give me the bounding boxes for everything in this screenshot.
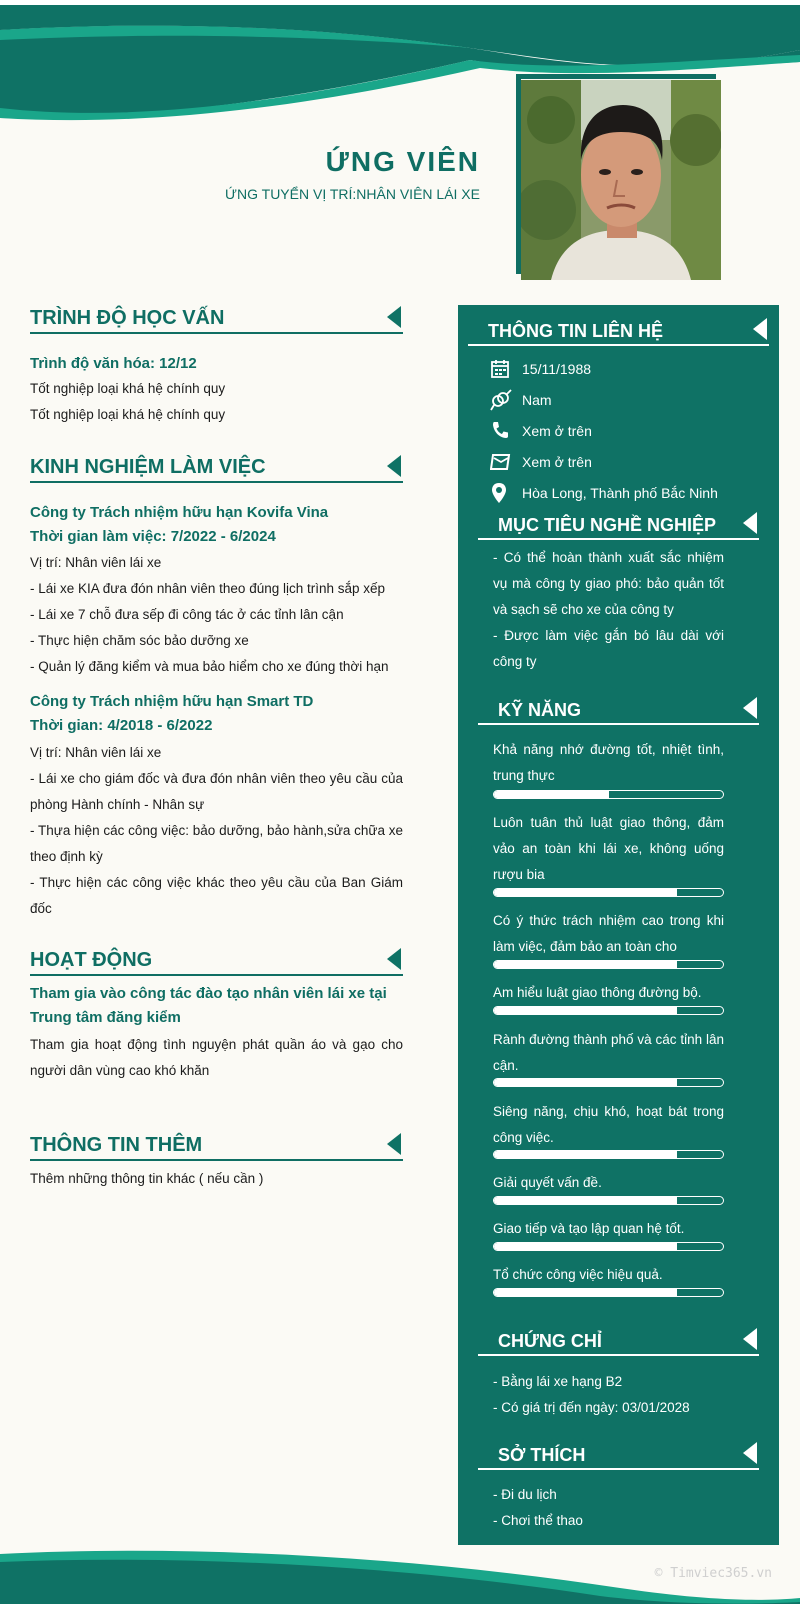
job-period: Thời gian: 4/2018 - 6/2022: [30, 717, 213, 734]
skill-progress-bar: [493, 790, 724, 799]
job-line: - Quản lý đăng kiểm và mua bảo hiểm cho xe đúng thời hạn: [30, 659, 389, 674]
education-line: Tốt nghiệp loại khá hệ chính quy: [30, 407, 226, 422]
envelope-icon: [490, 451, 512, 473]
skill-label: Giao tiếp và tạo lập quan hệ tốt.: [493, 1221, 685, 1236]
contact-birthday: 15/11/1988: [490, 356, 760, 382]
skills-title: KỸ NĂNG: [498, 700, 582, 720]
skill-progress-fill: [494, 961, 677, 968]
skill-progress-fill: [494, 1197, 677, 1204]
education-section-header: [30, 306, 403, 334]
section-marker-icon: [743, 1328, 757, 1350]
certificates-title: CHỨNG CHỈ: [498, 1331, 602, 1351]
objective-title: MỤC TIÊU NGHỀ NGHIỆP: [498, 515, 717, 535]
skill-label: Am hiểu luật giao thông đường bộ.: [493, 985, 702, 1000]
contact-email: Xem ở trên: [490, 449, 760, 475]
gender-icon: [490, 389, 512, 411]
experience-section-header: [30, 455, 403, 483]
education-title: TRÌNH ĐỘ HỌC VẤN: [30, 307, 225, 329]
skill-progress-fill: [494, 1007, 677, 1014]
skill-progress-bar: [493, 1078, 724, 1087]
activity-text: Tham gia hoạt động tình nguyện phát quần áo và gạo cho người dân vùng cao khó khăn: [30, 1037, 403, 1078]
job-line: - Thựa hiện các công việc: bảo dưỡng, bảo hành,sửa chữa xe theo định kỳ: [30, 823, 403, 864]
job-line: - Thực hiện các công việc khác theo yêu cầu của Ban Giám đốc: [30, 875, 403, 916]
activities-section-header: [30, 948, 403, 976]
contact-section-header: [468, 318, 769, 346]
map-pin-icon: [490, 482, 512, 504]
experience-title: KINH NGHIỆM LÀM VIỆC: [30, 456, 266, 478]
certificate-line: - Bằng lái xe hạng B2: [493, 1374, 623, 1389]
contact-gender: Nam: [490, 387, 760, 413]
job-line: - Thực hiện chăm sóc bảo dưỡng xe: [30, 633, 249, 648]
contact-phone: Xem ở trên: [490, 418, 760, 444]
skill-progress-fill: [494, 889, 677, 896]
extra-title: THÔNG TIN THÊM: [30, 1134, 203, 1156]
job-line: Vị trí: Nhân viên lái xe: [30, 555, 162, 570]
skill-label: Siêng năng, chịu khó, hoạt bát trong công việc.: [493, 1104, 724, 1145]
footer-copyright: © Timviec365.vn: [654, 1566, 772, 1581]
certificates-section-header: [478, 1328, 759, 1356]
hobby-line: - Đi du lịch: [493, 1487, 557, 1502]
avatar: [521, 80, 721, 280]
objective-section-header: [478, 512, 759, 540]
calendar-icon: [490, 358, 512, 380]
skill-progress-bar: [493, 1196, 724, 1205]
skill-progress-bar: [493, 1150, 724, 1159]
section-marker-icon: [387, 306, 401, 328]
phone-icon: [490, 420, 512, 442]
extra-text: Thêm những thông tin khác ( nếu cần ): [30, 1171, 264, 1186]
job-line: Vị trí: Nhân viên lái xe: [30, 745, 162, 760]
skill-progress-bar: [493, 960, 724, 969]
contact-title: THÔNG TIN LIÊN HỆ: [488, 321, 663, 341]
candidate-position: ỨNG TUYỂN VỊ TRÍ:NHÂN VIÊN LÁI XE: [225, 186, 480, 202]
hobbies-title: SỞ THÍCH: [498, 1445, 586, 1465]
job-company: Công ty Trách nhiệm hữu hạn Kovifa Vina: [30, 504, 329, 521]
job-line: - Lái xe KIA đưa đón nhân viên theo đúng lịch trình sắp xếp: [30, 581, 386, 596]
job-line: - Lái xe cho giám đốc và đưa đón nhân viên theo yêu cầu của phòng Hành chính - Nhân sự: [30, 771, 403, 812]
skill-label: Có ý thức trách nhiệm cao trong khi làm việc, đảm bảo an toàn cho: [493, 913, 724, 954]
skill-progress-fill: [494, 1243, 677, 1250]
section-marker-icon: [387, 455, 401, 477]
activities-title: HOẠT ĐỘNG: [30, 949, 153, 971]
activity-heading: Tham gia vào công tác đào tạo nhân viên lái xe tại Trung tâm đăng kiểm: [30, 985, 387, 1026]
objective-line: - Được làm việc gắn bó lâu dài với công ty: [493, 628, 724, 669]
section-marker-icon: [387, 948, 401, 970]
job-period: Thời gian làm việc: 7/2022 - 6/2024: [30, 528, 276, 545]
skill-label: Giải quyết vấn đề.: [493, 1175, 602, 1190]
section-marker-icon: [743, 1442, 757, 1464]
skill-label: Luôn tuân thủ luật giao thông, đảm vảo an toàn khi lái xe, không uống rượu bia: [493, 815, 724, 882]
education-line: Tốt nghiệp loại khá hệ chính quy: [30, 381, 226, 396]
skill-label: Khả năng nhớ đường tốt, nhiệt tình, trung thực: [493, 742, 724, 783]
hobbies-section-header: [478, 1442, 759, 1470]
skill-progress-fill: [494, 1289, 677, 1296]
skill-progress-fill: [494, 1151, 677, 1158]
skill-progress-fill: [494, 1079, 677, 1086]
job-company: Công ty Trách nhiệm hữu hạn Smart TD: [30, 693, 314, 710]
section-marker-icon: [387, 1133, 401, 1155]
section-marker-icon: [753, 318, 767, 340]
skill-label: Tổ chức công việc hiệu quả.: [493, 1267, 663, 1282]
job-line: - Lái xe 7 chỗ đưa sếp đi công tác ở các tỉnh lân cận: [30, 607, 344, 622]
contact-address: Hòa Long, Thành phố Bắc Ninh: [490, 480, 760, 506]
candidate-name: ỨNG VIÊN: [325, 146, 480, 177]
skill-progress-bar: [493, 888, 724, 897]
skill-label: Rành đường thành phố và các tỉnh lân cận.: [493, 1032, 724, 1073]
section-marker-icon: [743, 697, 757, 719]
skill-progress-bar: [493, 1288, 724, 1297]
hobby-line: - Chơi thể thao: [493, 1513, 583, 1528]
extra-section-header: [30, 1133, 403, 1161]
objective-line: - Có thể hoàn thành xuất sắc nhiệm vụ mà công ty giao phó: bảo quản tốt và sạch sẽ cho xe của công ty: [493, 550, 724, 617]
skill-progress-bar: [493, 1006, 724, 1015]
skill-progress-fill: [494, 791, 609, 798]
section-marker-icon: [743, 512, 757, 534]
certificate-line: - Có giá trị đến ngày: 03/01/2028: [493, 1400, 690, 1415]
education-level: Trình độ văn hóa: 12/12: [30, 355, 197, 372]
skills-section-header: [478, 697, 759, 725]
skill-progress-bar: [493, 1242, 724, 1251]
